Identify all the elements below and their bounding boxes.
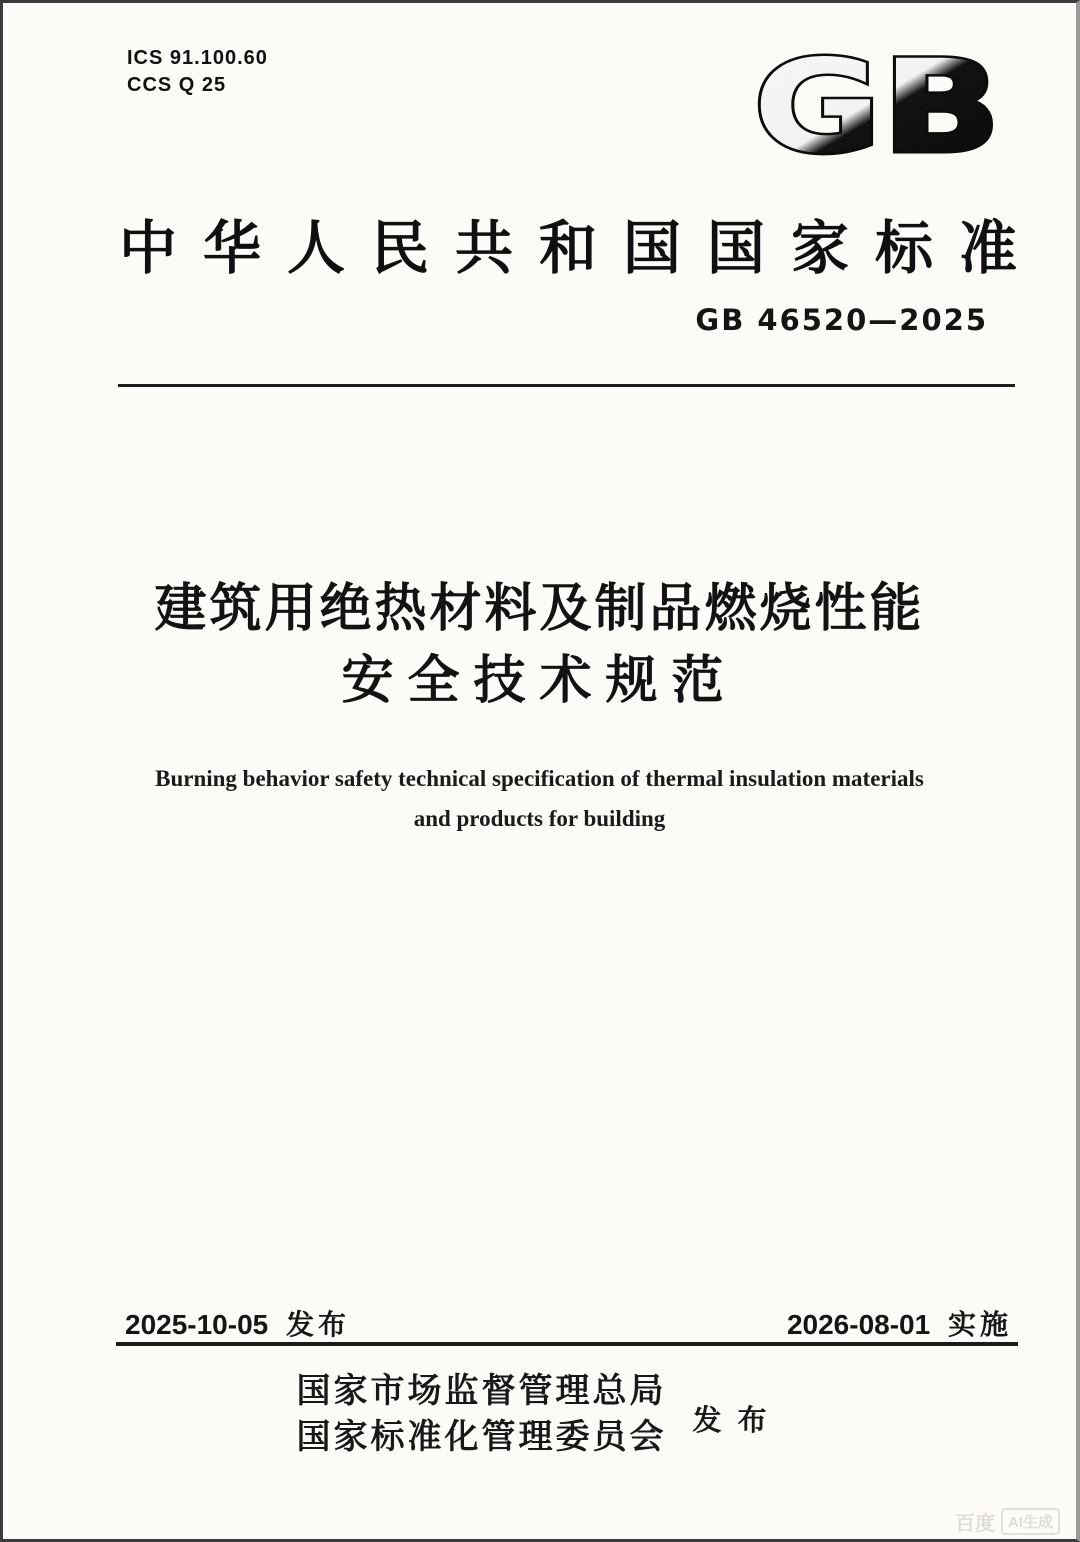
publish-label: 发布 bbox=[692, 1404, 783, 1437]
standard-title-line2: 安全技术规范 bbox=[341, 652, 738, 710]
implementation-date: 2026-08-01 bbox=[786, 1309, 931, 1340]
standard-title-line1: 建筑用绝热材料及制品燃烧性能 bbox=[154, 580, 925, 638]
classification-codes bbox=[127, 45, 268, 99]
issuer-names bbox=[296, 1369, 666, 1461]
issuer-line2: 国家标准化管理委员会 bbox=[296, 1419, 667, 1456]
standard-number: GB 46520—2025 bbox=[695, 303, 988, 337]
issue-date-label: 发布 bbox=[286, 1309, 351, 1340]
watermark-brand: 百度 bbox=[954, 1513, 995, 1535]
gb-logo-text: GB bbox=[753, 39, 1001, 171]
national-standard-heading: 中华人民共和国国家标准 bbox=[119, 216, 1044, 281]
ccs-code: CCS Q 25 bbox=[127, 74, 227, 96]
header-divider bbox=[118, 384, 1015, 387]
implementation-date-label: 实施 bbox=[947, 1309, 1012, 1340]
english-title bbox=[3, 759, 1076, 839]
english-title-line1: Burning behavior safety technical specification of thermal insulation materials bbox=[155, 766, 924, 791]
watermark-badge: AI生成 bbox=[1001, 1508, 1060, 1535]
standard-title bbox=[3, 580, 1076, 710]
gb-logo-icon bbox=[741, 39, 1013, 171]
watermark bbox=[955, 1507, 1060, 1536]
issuer-line1: 国家市场监督管理总局 bbox=[296, 1373, 667, 1410]
english-title-line2: and products for building bbox=[413, 806, 666, 831]
issuer-block bbox=[3, 1369, 1076, 1461]
ics-code: ICS 91.100.60 bbox=[127, 47, 268, 69]
issue-date: 2025-10-05 bbox=[125, 1309, 269, 1340]
footer-divider bbox=[116, 1342, 1018, 1346]
issue-date-group bbox=[125, 1303, 350, 1343]
dates-row bbox=[125, 1303, 1012, 1343]
implementation-date-group bbox=[787, 1303, 1012, 1343]
